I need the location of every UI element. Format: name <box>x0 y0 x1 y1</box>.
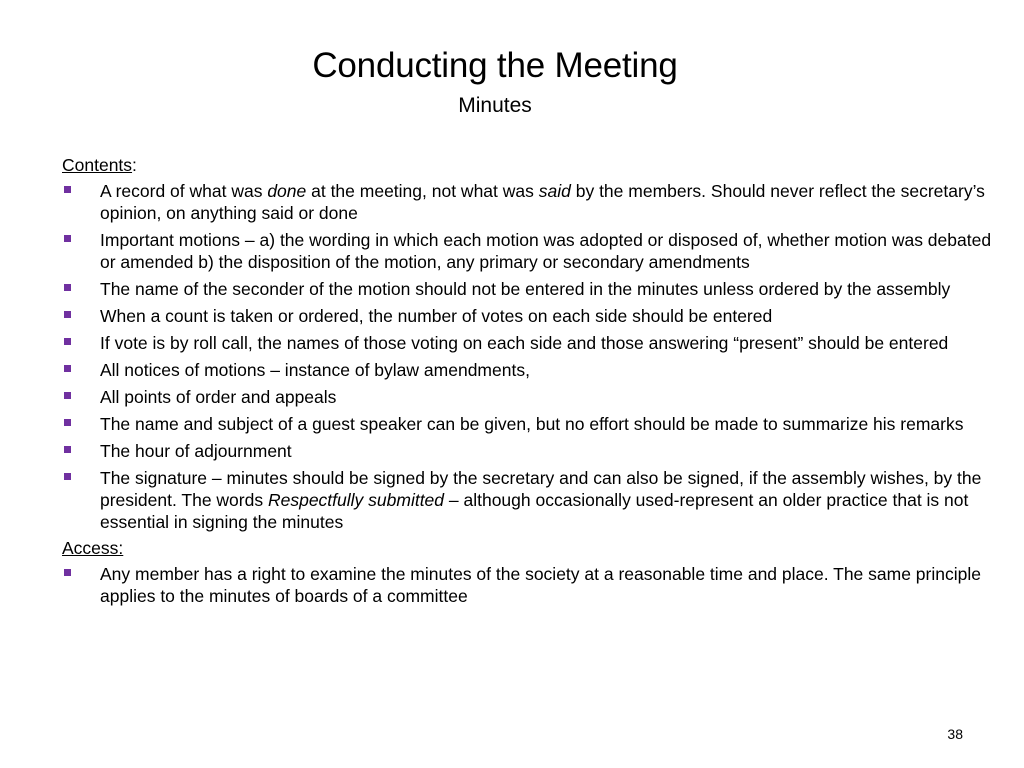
slide-title: Conducting the Meeting <box>312 46 678 85</box>
item-text: at the meeting, not what was <box>306 181 539 201</box>
square-bullet-icon <box>64 473 71 480</box>
contents-heading-suffix: : <box>132 155 137 175</box>
item-text: – although occasionally used-represent an older practice that is not essential in signing the minutes <box>100 490 969 532</box>
item-emphasis: done <box>267 181 307 201</box>
list-item <box>62 332 1002 354</box>
list-item <box>62 278 1002 300</box>
list-item <box>62 467 1002 533</box>
square-bullet-icon <box>64 338 71 345</box>
item-text: The name of the seconder of the motion should not be entered in the minutes unless ordered by the assembly <box>100 279 951 299</box>
access-list <box>62 563 1002 607</box>
list-item <box>62 229 1002 273</box>
list-item <box>62 305 1002 327</box>
square-bullet-icon <box>64 569 71 576</box>
list-item <box>62 440 1002 462</box>
square-bullet-icon <box>64 284 71 291</box>
item-text: All points of order and appeals <box>100 387 337 407</box>
item-text: A record of what was <box>100 181 268 201</box>
contents-heading <box>62 154 1002 176</box>
square-bullet-icon <box>64 365 71 372</box>
list-item <box>62 386 1002 408</box>
title-block <box>0 44 990 120</box>
access-heading <box>62 537 1002 559</box>
item-text: Any member has a right to examine the minutes of the society at a reasonable time and place. The same principle applies to the minutes of boards of a committee <box>100 564 981 606</box>
contents-heading-label: Contents <box>62 155 133 175</box>
square-bullet-icon <box>64 235 71 242</box>
list-item <box>62 180 1002 224</box>
item-text: All notices of motions – instance of bylaw amendments, <box>100 360 530 380</box>
square-bullet-icon <box>64 186 71 193</box>
list-item <box>62 359 1002 381</box>
square-bullet-icon <box>64 419 71 426</box>
item-text: by the members. Should never reflect the secretary’s opinion, on anything said or done <box>100 181 985 223</box>
slide-subtitle: Minutes <box>458 94 532 117</box>
square-bullet-icon <box>64 446 71 453</box>
item-emphasis: said <box>538 181 571 201</box>
item-emphasis: Respectfully submitted <box>267 490 445 510</box>
list-item <box>62 563 1002 607</box>
contents-list <box>62 180 1002 533</box>
item-text: Important motions – a) the wording in which each motion was adopted or disposed of, whether motion was debated or amended b) the disposition of the motion, any primary or secondary amendments <box>100 230 992 272</box>
item-text: The name and subject of a guest speaker can be given, but no effort should be made to summarize his remarks <box>100 414 964 434</box>
square-bullet-icon <box>64 392 71 399</box>
page-number: 38 <box>947 726 963 742</box>
slide-body <box>62 154 1002 607</box>
list-item <box>62 413 1002 435</box>
access-heading-label: Access: <box>62 538 124 558</box>
item-text: The signature – minutes should be signed by the secretary and can also be signed, if the assembly wishes, by the president. The words <box>100 468 982 510</box>
square-bullet-icon <box>64 311 71 318</box>
item-text: The hour of adjournment <box>100 441 292 461</box>
item-text: When a count is taken or ordered, the number of votes on each side should be entered <box>100 306 773 326</box>
item-text: If vote is by roll call, the names of those voting on each side and those answering “present” should be entered <box>100 333 949 353</box>
